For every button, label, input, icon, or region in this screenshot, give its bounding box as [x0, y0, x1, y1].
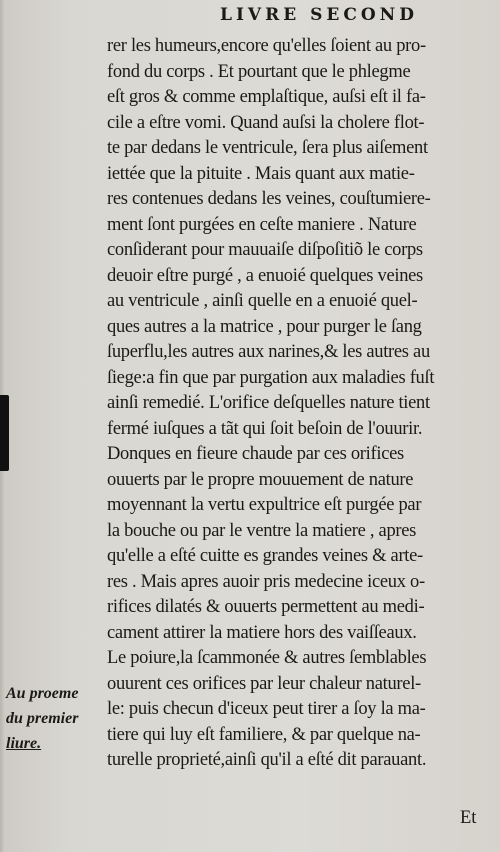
text-line: rer les humeurs,encore qu'elles ſoient au pro-: [107, 36, 426, 56]
black-tab-marker: [0, 395, 9, 471]
text-line: ment ſont purgées en ceſte maniere . Nature: [107, 214, 417, 235]
text-line: conſiderant pour mauuaiſe diſpoſitiõ le corps: [107, 240, 423, 260]
text-line: moyennant la vertu expultrice eſt purgée par: [107, 495, 422, 515]
text-line: deuoir eſtre purgé , a enuoié quelques veines: [107, 265, 423, 286]
text-line: au ventricule , ainſi quelle en a enuoié quel-: [107, 291, 418, 311]
text-line: fermé iuſques a tãt qui ſoit beſoin de l'ouurir.: [107, 418, 423, 439]
text-line: turelle proprieté,ainſi qu'il a eſté dit parauant.: [107, 750, 427, 770]
text-line: res contenues dedans les veines, couſtumiere-: [107, 189, 431, 209]
text-line: eſt gros & comme emplaſtique, auſsi eſt il fa-: [107, 87, 426, 107]
text-line: Le poiure,la ſcammonée & autres ſemblables: [107, 648, 427, 668]
text-line: la bouche ou par le ventre la matiere , apres: [107, 520, 417, 541]
margin-note-line: Au proeme: [6, 685, 79, 702]
text-line: ques autres a la matrice , pour purger le ſang: [107, 316, 422, 337]
margin-note: [6, 681, 106, 756]
text-line: qu'elle a eſté cuitte es grandes veines & arte-: [107, 546, 423, 566]
text-line: fond du corps . Et pourtant que le phlegme: [107, 61, 411, 82]
text-line: Donques en fieure chaude par ces orifices: [107, 444, 404, 464]
text-line: rifices dilatés & ouuerts permettent au medi-: [107, 597, 425, 617]
text-line: tiere qui luy eſt familiere, & par quelque na-: [107, 724, 421, 745]
text-line: ſuperflu,les autres aux narines,& les autres au: [107, 342, 430, 362]
text-line: ouurent ces orifices par leur chaleur naturel-: [107, 673, 421, 694]
margin-note-line: du premier: [6, 710, 79, 727]
text-line: iettée que la pituite . Mais quant aux matie-: [107, 163, 415, 184]
text-line: te par dedans le ventricule, ſera plus aiſement: [107, 138, 428, 158]
body-text: [107, 34, 497, 774]
text-line: cile a eſtre vomi. Quand auſsi la cholere flot-: [107, 112, 425, 133]
margin-note-line: liure.: [6, 735, 42, 752]
running-title: LIVRE SECOND: [220, 5, 418, 25]
catchword: Et: [460, 808, 477, 828]
text-line: ouuerts par le propre mouuement de nature: [107, 469, 414, 490]
text-line: ſiege:a fin que par purgation aux maladies fuſt: [107, 367, 435, 388]
text-line: cament attirer la matiere hors des vaiſſeaux.: [107, 622, 417, 643]
text-line: res . Mais apres auoir pris medecine iceux o-: [107, 571, 425, 592]
text-line: ainſi remedié. L'orifice deſquelles nature tient: [107, 393, 430, 413]
text-line: le: puis checun d'iceux peut tirer a ſoy la ma-: [107, 699, 426, 719]
